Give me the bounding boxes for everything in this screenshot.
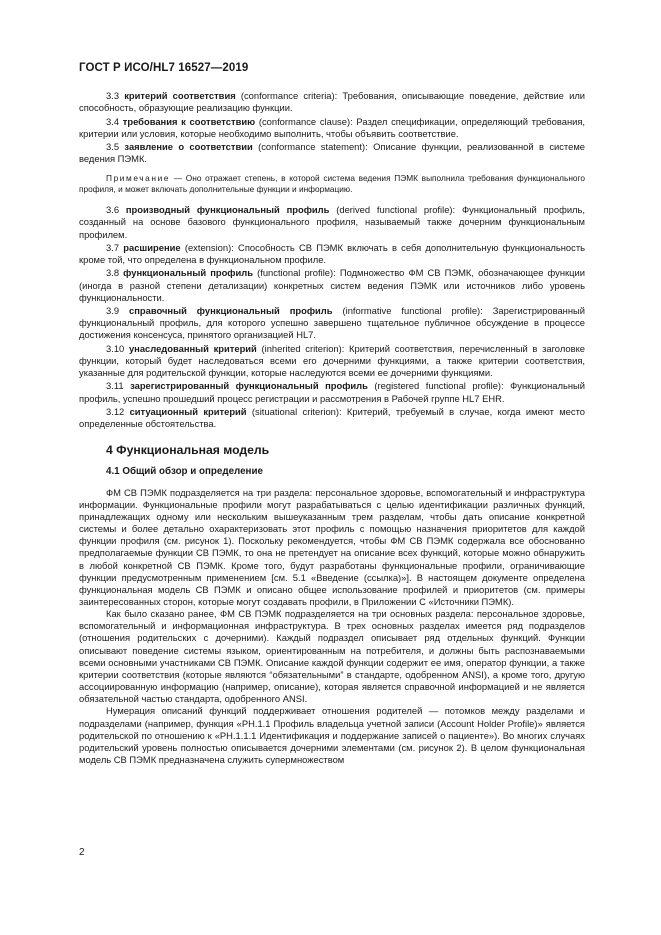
definition-3-3: 3.3 критерий соответствия (conformance criteria): Требования, описывающие поведение, действие или способность, образующие реализацию функции. xyxy=(79,90,586,114)
note-text: — Оно отражает степень, в которой система ведения ПЭМК выполнила требования функционального профиля, и может включать дополнительные функции и информацию. xyxy=(79,173,585,195)
definition-3-8: 3.8 функциональный профиль (functional profile): Подмножество ФМ СВ ПЭМК, обозначающее функции (иногда в разной степени детализации) конкретных систем ведения ПЭМК или источников либо уровень функциональности. xyxy=(79,267,585,303)
definition-3-7: 3.7 расширение (extension): Способность СВ ПЭМК включать в себя дополнительную функциональность кроме той, что определена в функциональном профиле. xyxy=(79,241,586,266)
page-number: 2 xyxy=(79,847,85,858)
note xyxy=(79,173,585,195)
section-title: 4 Функциональная модель xyxy=(106,443,270,458)
definition-3-4: 3.4 требования к соответствию (conformance clause): Раздел спецификации, определяющий требования, критерии или условия, которые необходимо выполнить, чтобы объявить соответствие. xyxy=(79,115,586,139)
page-content xyxy=(79,90,585,766)
definition-3-6: 3.6 производный функциональный профиль (derived functional profile): Функциональный профиль, созданный на основе базового функционального профиля, называемый также дочерним функциональным профилем. xyxy=(79,204,586,240)
definition-3-11: 3.11 зарегистрированный функциональный профиль (registered functional profile): Функциональный профиль, успешно прошедший процесс регистрации и рассмотрения в Рабочей группе HL7 EHR. xyxy=(79,380,585,404)
definition-3-12: 3.12 ситуационный критерий (situational criterion): Критерий, требуемый в случае, когда имеют место определенные обстоятельства. xyxy=(79,405,585,430)
definition-3-10: 3.10 унаследованный критерий (inherited criterion): Критерий соответствия, перечисленный в заголовке функции, который будет наследоваться всеми его дочерними функциями, а также критерии соответствия, указанные для родительской функции, которые наследуются всеми ее дочерними функциями. xyxy=(79,342,586,379)
body-paragraph: Как было сказано ранее, ФМ СВ ПЭМК подразделяется на три основных раздела: персональное здоровье, вспомогательный и информационная инфраструктура. В трех основных разделах имеется ряд подразделов (отношения родительских с дочерними). Каждый подраздел описывает ряд отдельных функций. Функции описывают поведение системы языком, ориентированным на потребителя, и должны быть распознаваемыми всеми основными участниками СВ ПЭМК. Описание каждой функции содержит ее имя, оператор функции, а также критерии соответствия (которые являются “обязательными” в стандарте, одобренном ANSI), а кроме того, другую ассоциированную информацию (например, описание), которая является справочной информацией и не является обязательной частью стандарта, одобренного ANSI. xyxy=(79,608,585,705)
subsection-title: 4.1 Общий обзор и определение xyxy=(106,466,263,478)
definition-3-5: 3.5 заявление о соответствии (conformance statement): Описание функции, реализованной в системе ведения ПЭМК. xyxy=(79,141,585,165)
document-header: ГОСТ Р ИСО/HL7 16527—2019 xyxy=(79,62,249,74)
definition-3-9: 3.9 справочный функциональный профиль (informative functional profile): Зарегистрированный функциональный профиль, для которого успешно завершено тщательное публичное обсуждение в процессе достижения консенсуса, принятого организацией HL7. xyxy=(79,305,586,341)
note-label: Примечание xyxy=(106,173,171,184)
body-paragraph: ФМ СВ ПЭМК подразделяется на три раздела: персональное здоровье, вспомогательный и инфраструктура информации. Функциональные профили могут разрабатываться с целью идентификации различных функций, принадлежащих одному или нескольким вышеуказанным трем разделам, чтобы дать описание конкретной системы и более детально охарактеризовать этот профиль с помощью назначения приоритетов для каждой функции профиля (см. рисунок 1). Поскольку рекомендуется, чтобы ФМ СВ ПЭМК содержала все обоснованно предполагаемые функции СВ ПЭМК, то она не претендует на описание всех функций, которые можно обнаружить в любой конкретной СВ ПЭМК. Кроме того, будут разработаны функциональные профили, ограничивающие функции предусмотренным применением [см. 5.1 «Введение (ссылка)»]. В настоящем документе определена функциональная модель СВ ПЭМК и описано общее использование профилей и приоритетов (см. примеры заинтересованных сторон, которые могут создавать профили, в Приложении С «Источники ПЭМК). xyxy=(79,486,585,607)
body-paragraph: Нумерация описаний функций поддерживает отношения родителей — потомков между разделами и подразделами (например, функция «PH.1.1 Профиль владельца учетной записи (Account Holder Profile)» является родительской по отношению к «PH.1.1.1 Идентификация и поддержание записей о пациенте»). Во многих случаях родительский уровень полностью описывается дочерними элементами (см. рисунок 2). В целом функциональная модель СВ ПЭМК предназначена служить супермножеством xyxy=(79,705,585,765)
